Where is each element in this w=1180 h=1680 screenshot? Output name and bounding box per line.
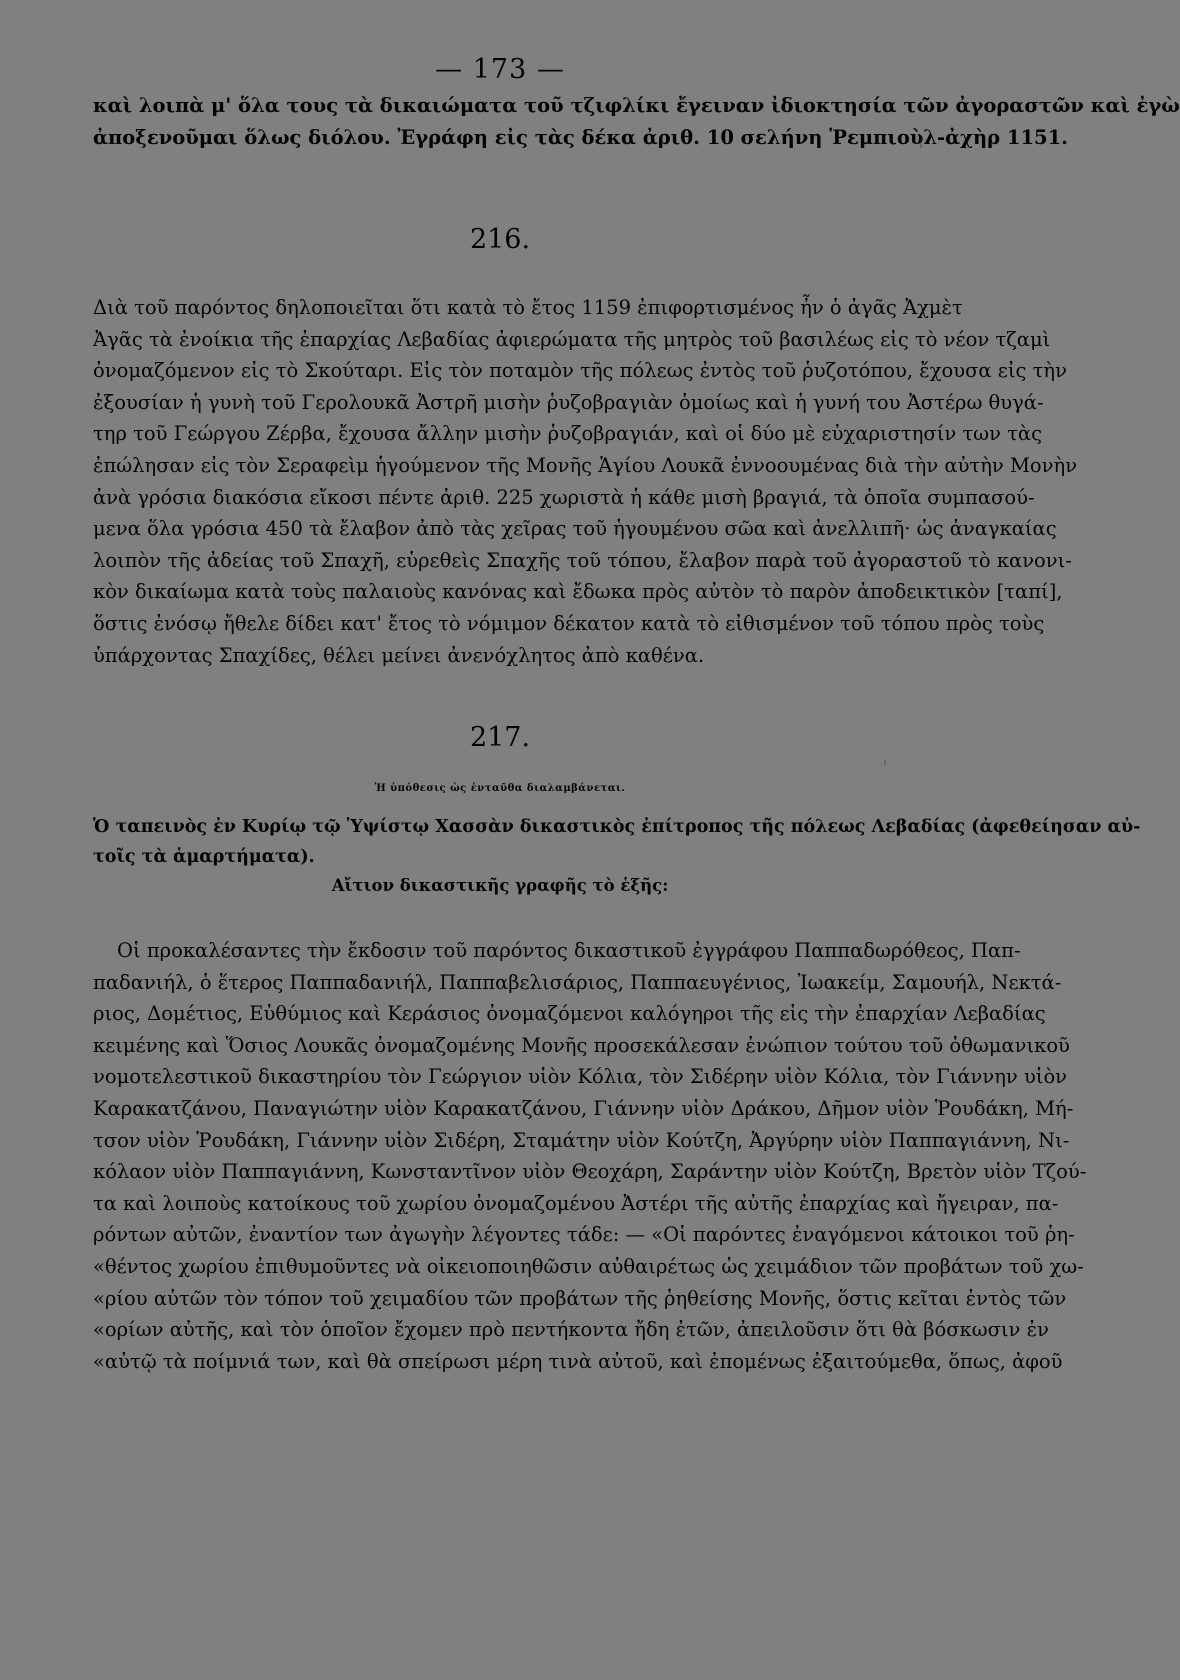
section-217-note: Ἡ ὑπόθεσις ὡς ἐνταῦθα διαλαμβάνεται.	[374, 783, 626, 794]
text-line: Διὰ τοῦ παρόντος δηλοποιεῖται ὅτι κατὰ τὸ ἔτος 1159 ἐπιφορτισμένος ἦν ὁ ἀγᾶς Ἀχμὲτ	[93, 296, 963, 319]
text-line: ἐπώλησαν εἰς τὸν Σεραφεὶμ ἡγούμενον τῆς Μονῆς Ἁγίου Λουκᾶ ἐννοουμένας διὰ τὴν αὐτὴν Μονὴν	[93, 453, 1078, 477]
text-line: ρόντων αὐτῶν, ἐναντίον των ἀγωγὴν λέγοντες τάδε: — «Οἱ παρόντες ἐναγόμενοι κάτοικοι τοῦ ῥη-	[93, 1223, 1075, 1247]
text-line: νομοτελεστικοῦ δικαστηρίου τὸν Γεώργιον υἱὸν Κόλια, τὸν Σιδέρην υἱὸν Κόλια, τὸν Γιάννην υἱὸν	[93, 1065, 1068, 1089]
text-line: καὶ λοιπὰ μ' ὅλα τους τὰ δικαιώματα τοῦ τζιφλίκι ἔγειναν ἰδιοκτησία τῶν ἀγοραστῶν καὶ ἐγὼ	[93, 94, 1180, 117]
text-line: ἐξουσίαν ἡ γυνὴ τοῦ Γερολουκᾶ Ἀστρῆ μισὴν ῥυζοβραγιὰν ὁμοίως καὶ ἡ γυνή του Ἀστέρω θυγά-	[93, 390, 1044, 414]
section-216-paragraph	[93, 292, 1078, 671]
text-line: «ορίων αὐτῆς, καὶ τὸν ὁποῖον ἔχομεν πρὸ πεντήκοντα ἤδη ἐτῶν, ἀπειλοῦσιν ὅτι θὰ βόσκωσιν ἐν	[93, 1318, 1049, 1342]
continued-paragraph	[93, 90, 1180, 153]
text-line: κὸν δικαίωμα κατὰ τοὺς παλαιοὺς κανόνας καὶ ἔδωκα πρὸς αὐτὸν τὸ παρὸν ἀποδεικτικὸν [ταπί],	[93, 580, 1063, 604]
text-line: τσον υἱὸν Ῥουδάκη, Γιάννην υἱὸν Σιδέρη, Σταμάτην υἱὸν Κούτζη, Ἀργύρην υἱὸν Παππαγιάννη, Νι-	[93, 1128, 1070, 1152]
text-line: τα καὶ λοιποὺς κατοίκους τοῦ χωρίου ὀνομαζομένου Ἀστέρι τῆς αὐτῆς ἐπαρχίας καὶ ἤγειραν, πα-	[93, 1191, 1059, 1215]
text-line: ἀποξενοῦμαι ὅλως διόλου. Ἐγράφη εἰς τὰς δέκα ἀριθ. 10 σελήνη Ῥεμπιοὺλ-ἀχὴρ 1151.	[93, 125, 1068, 149]
section-217-subheading: Αἴτιον δικαστικῆς γραφῆς τὸ ἑξῆς:	[331, 876, 669, 895]
text-line: μενα ὅλα γρόσια 450 τὰ ἔλαβον ἀπὸ τὰς χεῖρας τοῦ ἡγουμένου σῶα καὶ ἀνελλιπῆ· ὡς ἀναγκαίας	[93, 517, 1057, 541]
text-line: ὅστις ἐνόσῳ ἤθελε δίδει κατ' ἔτος τὸ νόμιμον δέκατον κατὰ τὸ εἰθισμένον τοῦ τόπου πρὸς τοὺς	[93, 611, 1045, 635]
text-line: κειμένης καὶ Ὅσιος Λουκᾶς ὀνομαζομένης Μονῆς προσεκάλεσαν ἐνώπιον τούτου τοῦ ὀθωμανικοῦ	[93, 1033, 1070, 1057]
text-line: «αὐτῷ τὰ ποίμνιά των, καὶ θὰ σπείρωσι μέρη τινὰ αὐτοῦ, καὶ ἐπομένως ἐξαιτούμεθα, ὅπως, ἀφοῦ	[93, 1349, 1063, 1373]
text-line: Οἱ προκαλέσαντες τὴν ἔκδοσιν τοῦ παρόντος δικαστικοῦ ἐγγράφου Παππαδωρόθεος, Παπ-	[117, 939, 1021, 962]
page-number: — 173 —	[435, 54, 565, 85]
text-line: ὑπάρχοντας Σπαχίδες, θέλει μείνει ἀνενόχλητος ἀπὸ καθένα.	[93, 643, 705, 667]
scan-speck	[920, 140, 922, 148]
text-line: ἀνὰ γρόσια διακόσια εἴκοσι πέντε ἀριθ. 225 χωριστὰ ἡ κάθε μισὴ βραγιά, τὰ ὁποῖα συμπασού-	[93, 485, 1035, 509]
scan-speck	[884, 760, 886, 765]
text-line: ὀνομαζόμενον εἰς τὸ Σκούταρι. Εἰς τὸν ποταμὸν τῆς πόλεως ἐντὸς τοῦ ῥυζοτόπου, ἔχουσα εἰς τὴν	[93, 359, 1067, 383]
section-217-number: 217.	[469, 722, 531, 753]
text-line: ριος, Δομέτιος, Εὐθύμιος καὶ Κεράσιος ὀνομαζόμενοι καλόγηροι τῆς εἰς τὴν ἐπαρχίαν Λεβαδίας	[93, 1002, 1046, 1026]
text-line: Ὁ ταπεινὸς ἐν Κυρίῳ τῷ Ὑψίστῳ Χασσὰν δικαστικὸς ἐπίτροπος τῆς πόλεως Λεβαδίας (ἀφεθείησαν αὐ-	[93, 817, 1141, 837]
text-line: Καρακατζάνου, Παναγιώτην υἱὸν Καρακατζάνου, Γιάννην υἱὸν Δράκου, Δῆμον υἱὸν Ῥουδάκη, Μή-	[93, 1096, 1074, 1120]
section-217-paragraph	[93, 935, 1087, 1377]
text-line: τοῖς τὰ ἁμαρτήματα).	[93, 847, 315, 867]
text-line: Ἀγᾶς τὰ ἐνοίκια τῆς ἐπαρχίας Λεβαδίας ἀφιερώματα τῆς μητρὸς τοῦ βασιλέως εἰς τὸ νέον τζαμὶ	[93, 327, 1051, 351]
section-217-header	[93, 812, 1141, 872]
text-line: «ρίου αὐτῶν τὸν τόπον τοῦ χειμαδίου τῶν προβάτων τῆς ῥηθείσης Μονῆς, ὅστις κεῖται ἐντὸς τῶν	[93, 1286, 1067, 1310]
text-line: παδανιήλ, ὁ ἕτερος Παππαδανιήλ, Παππαβελισάριος, Παππαευγένιος, Ἰωακείμ, Σαμουήλ, Νεκτά-	[93, 970, 1062, 994]
text-line: κόλαον υἱὸν Παππαγιάννη, Κωνσταντῖνον υἱὸν Θεοχάρη, Σαράντην υἱὸν Κούτζη, Βρετὸν υἱὸν Τζού-	[93, 1160, 1087, 1184]
text-line: τηρ τοῦ Γεώργου Ζέρβα, ἔχουσα ἄλλην μισὴν ῥυζοβραγιάν, καὶ οἱ δύο μὲ εὐχαριστησίν των τὰς	[93, 422, 1043, 446]
text-line: λοιπὸν τῆς ἀδείας τοῦ Σπαχῆ, εὑρεθεὶς Σπαχῆς τοῦ τόπου, ἔλαβον παρὰ τοῦ ἀγοραστοῦ τὸ κανονι-	[93, 548, 1072, 572]
text-line: «θέντος χωρίου ἐπιθυμοῦντες νὰ οἰκειοποιηθῶσιν αὐθαιρέτως ὡς χειμάδιον τῶν προβάτων τοῦ χω-	[93, 1254, 1084, 1278]
section-216-number: 216.	[469, 224, 531, 255]
